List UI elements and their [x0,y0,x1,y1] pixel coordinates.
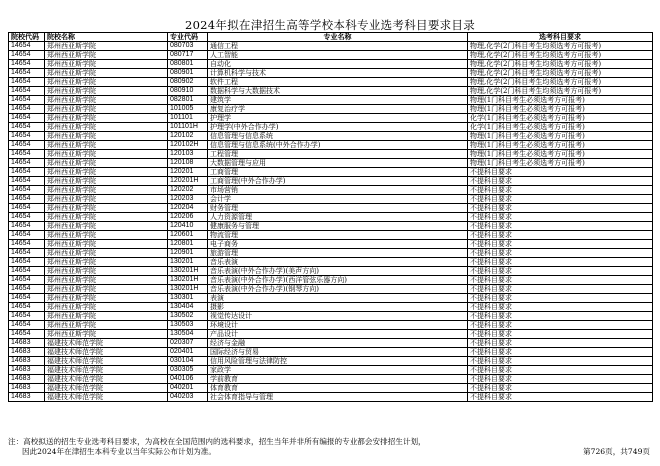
major-code-cell: 030104 [168,357,208,366]
table-row [9,366,653,375]
table-header-row [9,33,653,42]
school-code-cell: 14654 [9,123,45,132]
school-code-cell: 14654 [9,105,45,114]
table-row [9,168,653,177]
major-code-cell: 120206 [168,213,208,222]
major-name-cell: 音乐表演 [208,258,468,267]
school-name-cell: 郑州西亚斯学院 [45,258,168,267]
school-code-cell: 14683 [9,348,45,357]
major-name-cell: 财务管理 [208,204,468,213]
requirement-cell: 化学(1门科目考生必须选考方可报考) [468,123,653,132]
school-name-cell: 郑州西亚斯学院 [45,204,168,213]
major-name-cell: 会计学 [208,195,468,204]
requirement-cell: 不提科目要求 [468,339,653,348]
major-name-cell: 数据科学与大数据技术 [208,87,468,96]
major-code-cell: 120410 [168,222,208,231]
major-name-cell: 工程管理 [208,150,468,159]
major-code-cell: 120102 [168,132,208,141]
school-code-cell: 14654 [9,294,45,303]
major-code-cell: 040201 [168,384,208,393]
school-name-cell: 郑州西亚斯学院 [45,303,168,312]
school-code-cell: 14654 [9,204,45,213]
requirement-cell: 不提科目要求 [468,249,653,258]
table-row [9,186,653,195]
table-row [9,60,653,69]
major-code-cell: 130404 [168,303,208,312]
requirement-cell: 物理,化学(2门科目考生均须选考方可报考) [468,87,653,96]
requirement-cell: 不提科目要求 [468,258,653,267]
school-code-cell: 14654 [9,312,45,321]
major-name-cell: 电子商务 [208,240,468,249]
major-code-cell: 130503 [168,321,208,330]
school-name-cell: 郑州西亚斯学院 [45,249,168,258]
school-code-cell: 14654 [9,96,45,105]
major-code-cell: 101101 [168,114,208,123]
requirement-cell: 物理(1门科目考生必须选考方可报考) [468,141,653,150]
major-name-cell: 产品设计 [208,330,468,339]
table-row [9,321,653,330]
school-name-cell: 福建技术师范学院 [45,339,168,348]
major-name-cell: 建筑学 [208,96,468,105]
school-code-cell: 14654 [9,114,45,123]
table-row [9,267,653,276]
table-row [9,96,653,105]
school-name-cell: 郑州西亚斯学院 [45,51,168,60]
major-code-cell: 080703 [168,42,208,51]
major-name-cell: 信息管理与信息系统(中外合作办学) [208,141,468,150]
major-code-cell: 130502 [168,312,208,321]
table-row [9,294,653,303]
major-code-cell: 040203 [168,393,208,402]
table-row [9,276,653,285]
school-name-cell: 郑州西亚斯学院 [45,87,168,96]
school-code-cell: 14654 [9,69,45,78]
major-name-cell: 音乐表演(中外合作办学)(美声方向) [208,267,468,276]
school-code-cell: 14654 [9,321,45,330]
school-code-cell: 14654 [9,78,45,87]
school-name-cell: 郑州西亚斯学院 [45,195,168,204]
school-name-cell: 郑州西亚斯学院 [45,294,168,303]
table-row [9,330,653,339]
school-code-cell: 14654 [9,258,45,267]
school-code-cell: 14654 [9,168,45,177]
major-code-cell: 080902 [168,78,208,87]
major-code-cell: 120801 [168,240,208,249]
page-number: 第726页，共749页 [583,447,650,456]
school-code-cell: 14654 [9,51,45,60]
school-name-cell: 福建技术师范学院 [45,375,168,384]
table-row [9,240,653,249]
table-row [9,393,653,402]
school-name-cell: 郑州西亚斯学院 [45,312,168,321]
table-row [9,204,653,213]
table-row [9,222,653,231]
school-name-cell: 郑州西亚斯学院 [45,330,168,339]
major-code-cell: 130201H [168,285,208,294]
major-name-cell: 信用风险管理与法律防控 [208,357,468,366]
school-name-cell: 郑州西亚斯学院 [45,276,168,285]
header-requirement: 选考科目要求 [468,33,653,42]
footnote-line-2: 因此2024年在津招生本科专业以当年实际公布计划为准。 [22,447,216,456]
requirement-cell: 不提科目要求 [468,330,653,339]
requirement-cell: 不提科目要求 [468,375,653,384]
requirement-cell: 不提科目要求 [468,240,653,249]
major-name-cell: 工商管理 [208,168,468,177]
school-code-cell: 14654 [9,222,45,231]
major-code-cell: 120204 [168,204,208,213]
major-code-cell: 120601 [168,231,208,240]
major-code-cell: 120108 [168,159,208,168]
requirement-cell: 不提科目要求 [468,348,653,357]
school-code-cell: 14654 [9,249,45,258]
major-code-cell: 040106 [168,375,208,384]
school-code-cell: 14654 [9,60,45,69]
major-name-cell: 自动化 [208,60,468,69]
requirement-cell: 不提科目要求 [468,321,653,330]
major-name-cell: 视觉传达设计 [208,312,468,321]
requirement-cell: 不提科目要求 [468,186,653,195]
school-name-cell: 郑州西亚斯学院 [45,222,168,231]
major-name-cell: 环境设计 [208,321,468,330]
requirement-cell: 不提科目要求 [468,285,653,294]
major-code-cell: 130201 [168,258,208,267]
major-code-cell: 130504 [168,330,208,339]
school-code-cell: 14683 [9,357,45,366]
school-name-cell: 福建技术师范学院 [45,384,168,393]
table-row [9,78,653,87]
school-code-cell: 14654 [9,276,45,285]
school-name-cell: 郑州西亚斯学院 [45,267,168,276]
requirement-cell: 物理,化学(2门科目考生均须选考方可报考) [468,60,653,69]
requirement-cell: 不提科目要求 [468,276,653,285]
school-code-cell: 14654 [9,303,45,312]
table-row [9,258,653,267]
major-code-cell: 120102H [168,141,208,150]
table-body [9,42,653,402]
major-code-cell: 120203 [168,195,208,204]
school-code-cell: 14654 [9,285,45,294]
table-row [9,195,653,204]
school-name-cell: 福建技术师范学院 [45,393,168,402]
school-code-cell: 14683 [9,393,45,402]
school-name-cell: 郑州西亚斯学院 [45,186,168,195]
school-code-cell: 14683 [9,375,45,384]
requirement-cell: 不提科目要求 [468,294,653,303]
major-code-cell: 082801 [168,96,208,105]
table-row [9,348,653,357]
major-name-cell: 国际经济与贸易 [208,348,468,357]
requirement-cell: 不提科目要求 [468,267,653,276]
requirement-cell: 不提科目要求 [468,213,653,222]
requirement-cell: 物理,化学(2门科目考生均须选考方可报考) [468,42,653,51]
major-code-cell: 020401 [168,348,208,357]
major-code-cell: 080801 [168,60,208,69]
table-row [9,123,653,132]
requirement-cell: 不提科目要求 [468,177,653,186]
school-code-cell: 14683 [9,384,45,393]
major-code-cell: 080910 [168,87,208,96]
major-name-cell: 通信工程 [208,42,468,51]
footnote-line-1: 注：高校拟送的招生专业选考科目要求，为高校在全国范围内的选科要求，招生当年并非所有编报的专业都会安排招生计划， [8,437,426,446]
school-name-cell: 郑州西亚斯学院 [45,168,168,177]
requirement-cell: 不提科目要求 [468,204,653,213]
page-title: 2024年拟在津招生高等学校本科专业选考科目要求目录 [184,18,476,32]
school-name-cell: 福建技术师范学院 [45,348,168,357]
school-name-cell: 郑州西亚斯学院 [45,69,168,78]
school-name-cell: 郑州西亚斯学院 [45,321,168,330]
header-major-name: 专业名称 [208,33,468,42]
school-name-cell: 郑州西亚斯学院 [45,60,168,69]
requirement-cell: 物理(1门科目考生必须选考方可报考) [468,132,653,141]
requirement-cell: 物理(1门科目考生必须选考方可报考) [468,96,653,105]
major-name-cell: 人力资源管理 [208,213,468,222]
school-code-cell: 14654 [9,141,45,150]
school-name-cell: 郑州西亚斯学院 [45,240,168,249]
school-code-cell: 14654 [9,240,45,249]
school-name-cell: 郑州西亚斯学院 [45,231,168,240]
major-name-cell: 计算机科学与技术 [208,69,468,78]
school-code-cell: 14654 [9,177,45,186]
table-row [9,105,653,114]
table-row [9,114,653,123]
requirement-cell: 不提科目要求 [468,312,653,321]
header-major-code: 专业代码 [168,33,208,42]
major-name-cell: 物流管理 [208,231,468,240]
school-name-cell: 郑州西亚斯学院 [45,42,168,51]
table-row [9,285,653,294]
major-code-cell: 101005 [168,105,208,114]
requirement-cell: 物理(1门科目考生必须选考方可报考) [468,105,653,114]
major-code-cell: 080717 [168,51,208,60]
school-name-cell: 郑州西亚斯学院 [45,114,168,123]
requirement-cell: 不提科目要求 [468,168,653,177]
table-row [9,357,653,366]
table-row [9,249,653,258]
requirement-cell: 不提科目要求 [468,195,653,204]
major-name-cell: 音乐表演(中外合作办学)(西洋管弦乐器方向) [208,276,468,285]
school-code-cell: 14654 [9,231,45,240]
school-code-cell: 14654 [9,267,45,276]
major-name-cell: 表演 [208,294,468,303]
school-code-cell: 14683 [9,339,45,348]
major-name-cell: 信息管理与信息系统 [208,132,468,141]
table-row [9,177,653,186]
requirement-cell: 物理(1门科目考生必须选考方可报考) [468,150,653,159]
school-name-cell: 郑州西亚斯学院 [45,150,168,159]
requirement-cell: 化学(1门科目考生必须选考方可报考) [468,114,653,123]
major-name-cell: 市场营销 [208,186,468,195]
school-name-cell: 郑州西亚斯学院 [45,177,168,186]
school-name-cell: 郑州西亚斯学院 [45,213,168,222]
major-name-cell: 学前教育 [208,375,468,384]
school-name-cell: 郑州西亚斯学院 [45,96,168,105]
major-code-cell: 120201H [168,177,208,186]
major-code-cell: 120901 [168,249,208,258]
major-name-cell: 旅游管理 [208,249,468,258]
major-code-cell: 120201 [168,168,208,177]
table-row [9,339,653,348]
table-row [9,141,653,150]
table-row [9,231,653,240]
school-name-cell: 郑州西亚斯学院 [45,159,168,168]
school-name-cell: 福建技术师范学院 [45,357,168,366]
school-name-cell: 郑州西亚斯学院 [45,285,168,294]
table-row [9,375,653,384]
requirement-cell: 不提科目要求 [468,366,653,375]
major-name-cell: 工商管理(中外合作办学) [208,177,468,186]
table-row [9,42,653,51]
requirement-cell: 不提科目要求 [468,231,653,240]
requirement-cell: 不提科目要求 [468,357,653,366]
major-name-cell: 经济与金融 [208,339,468,348]
requirements-table [8,32,653,402]
major-code-cell: 030305 [168,366,208,375]
requirement-cell: 不提科目要求 [468,384,653,393]
major-code-cell: 080901 [168,69,208,78]
requirement-cell: 不提科目要求 [468,393,653,402]
table-row [9,384,653,393]
major-code-cell: 020307 [168,339,208,348]
school-code-cell: 14654 [9,330,45,339]
major-name-cell: 体育教育 [208,384,468,393]
school-code-cell: 14654 [9,213,45,222]
school-code-cell: 14654 [9,150,45,159]
major-code-cell: 130201H [168,276,208,285]
major-code-cell: 120103 [168,150,208,159]
requirement-cell: 不提科目要求 [468,303,653,312]
major-name-cell: 摄影 [208,303,468,312]
table-row [9,213,653,222]
requirement-cell: 物理,化学(2门科目考生均须选考方可报考) [468,51,653,60]
school-code-cell: 14654 [9,87,45,96]
major-name-cell: 音乐表演(中外合作办学)(钢琴方向) [208,285,468,294]
major-name-cell: 家政学 [208,366,468,375]
major-code-cell: 130201H [168,267,208,276]
table-row [9,159,653,168]
school-name-cell: 郑州西亚斯学院 [45,78,168,87]
school-code-cell: 14654 [9,195,45,204]
school-name-cell: 福建技术师范学院 [45,366,168,375]
major-name-cell: 人工智能 [208,51,468,60]
school-code-cell: 14654 [9,42,45,51]
major-name-cell: 护理学 [208,114,468,123]
school-code-cell: 14654 [9,132,45,141]
school-code-cell: 14654 [9,159,45,168]
table-row [9,69,653,78]
header-school-code: 院校代码 [9,33,45,42]
school-name-cell: 郑州西亚斯学院 [45,105,168,114]
header-school-name: 院校名称 [45,33,168,42]
table-row [9,87,653,96]
table-row [9,150,653,159]
major-name-cell: 护理学(中外合作办学) [208,123,468,132]
school-name-cell: 郑州西亚斯学院 [45,132,168,141]
school-code-cell: 14654 [9,186,45,195]
school-name-cell: 郑州西亚斯学院 [45,123,168,132]
requirement-cell: 物理,化学(2门科目考生均须选考方可报考) [468,69,653,78]
major-name-cell: 康复治疗学 [208,105,468,114]
major-name-cell: 健康服务与管理 [208,222,468,231]
major-name-cell: 社会体育指导与管理 [208,393,468,402]
major-code-cell: 120202 [168,186,208,195]
requirement-cell: 物理(1门科目考生必须选考方可报考) [468,159,653,168]
requirement-cell: 物理,化学(2门科目考生均须选考方可报考) [468,78,653,87]
requirement-cell: 不提科目要求 [468,222,653,231]
major-name-cell: 大数据管理与应用 [208,159,468,168]
major-code-cell: 101101H [168,123,208,132]
table-row [9,51,653,60]
major-name-cell: 软件工程 [208,78,468,87]
major-code-cell: 130301 [168,294,208,303]
school-name-cell: 郑州西亚斯学院 [45,141,168,150]
table-row [9,312,653,321]
table-row [9,303,653,312]
school-code-cell: 14683 [9,366,45,375]
table-row [9,132,653,141]
